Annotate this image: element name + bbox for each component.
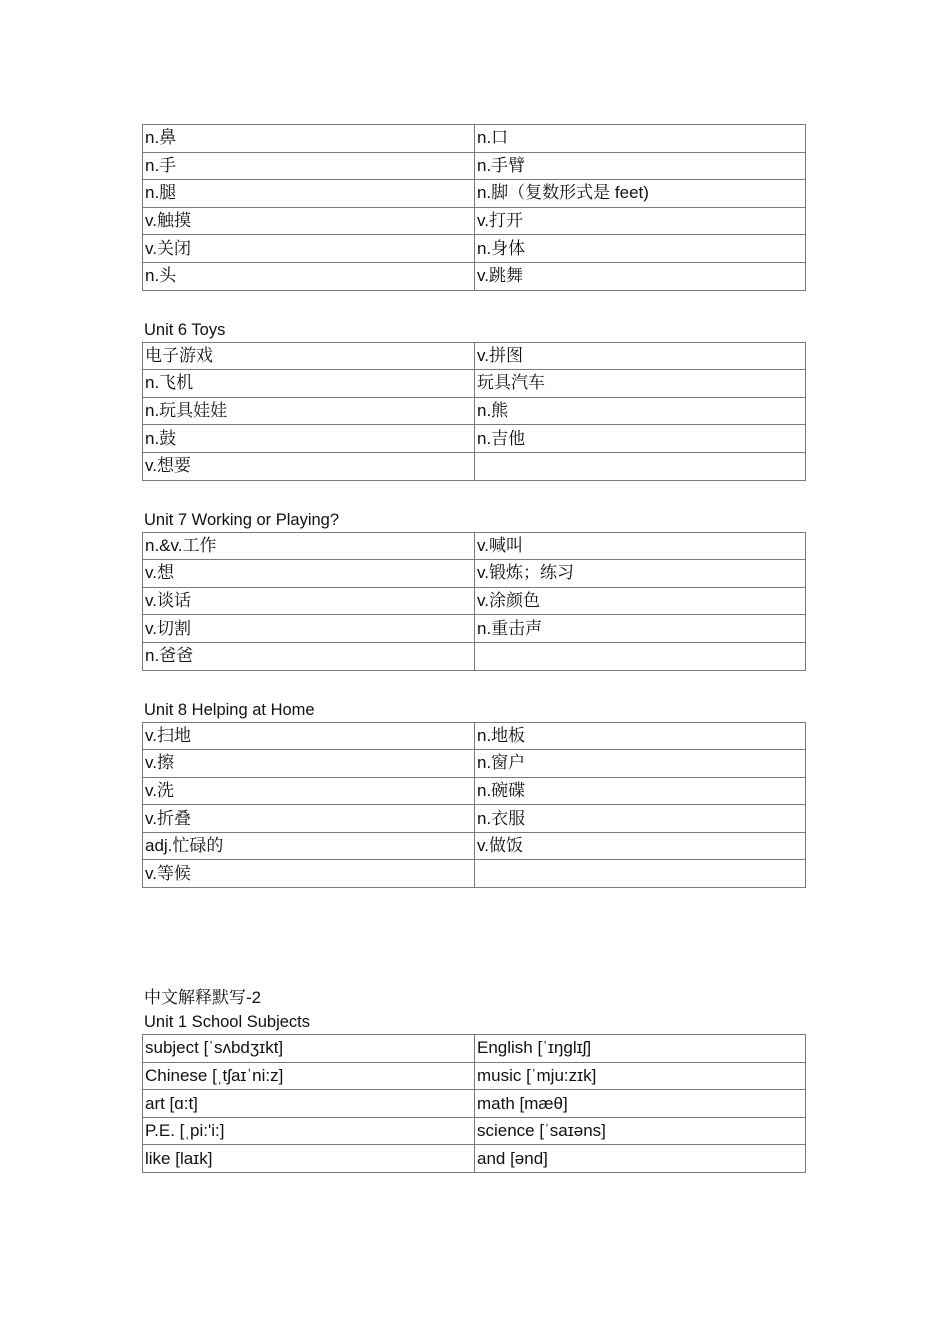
table-cell: n.窗户 xyxy=(475,750,806,778)
table-row xyxy=(143,860,806,888)
table-row xyxy=(143,180,806,208)
table-cell: v.擦 xyxy=(143,750,475,778)
table-row xyxy=(143,1062,806,1090)
table-cell: art [ɑ:t] xyxy=(143,1090,475,1118)
table-cell: n.玩具娃娃 xyxy=(143,397,475,425)
table-row xyxy=(143,397,806,425)
table-cell: v.触摸 xyxy=(143,207,475,235)
table-cell: Chinese [ˌtʃaɪˈni:z] xyxy=(143,1062,475,1090)
spacer xyxy=(142,888,806,985)
table-row xyxy=(143,1117,806,1145)
table-cell: v.等候 xyxy=(143,860,475,888)
table-row xyxy=(143,452,806,480)
unit8-heading: Unit 8 Helping at Home xyxy=(144,700,315,719)
table-row xyxy=(143,587,806,615)
table-row xyxy=(143,722,806,750)
unit8-table xyxy=(142,722,806,889)
table-row xyxy=(143,235,806,263)
table-cell: adj.忙碌的 xyxy=(143,832,475,860)
spacer xyxy=(142,291,806,318)
table-row xyxy=(143,1035,806,1063)
table-cell: n.腿 xyxy=(143,180,475,208)
table-cell: n.&v.工作 xyxy=(143,532,475,560)
table-cell: v.喊叫 xyxy=(475,532,806,560)
table-row xyxy=(143,342,806,370)
table-cell: n.熊 xyxy=(475,397,806,425)
table-row xyxy=(143,615,806,643)
unit1-heading: Unit 1 School Subjects xyxy=(144,1013,311,1032)
table-cell: n.鼓 xyxy=(143,425,475,453)
table-row xyxy=(143,1145,806,1173)
table-cell: v.跳舞 xyxy=(475,262,806,290)
table-row xyxy=(143,125,806,153)
table-cell: v.切割 xyxy=(143,615,475,643)
table-row xyxy=(143,425,806,453)
document-page xyxy=(142,124,806,1173)
table-cell: 电子游戏 xyxy=(143,342,475,370)
table-row xyxy=(143,777,806,805)
unit1-table xyxy=(142,1034,806,1173)
table-cell: n.重击声 xyxy=(475,615,806,643)
table-cell: v.拼图 xyxy=(475,342,806,370)
table-cell: n.地板 xyxy=(475,722,806,750)
table-cell: v.折叠 xyxy=(143,805,475,833)
table-cell: n.吉他 xyxy=(475,425,806,453)
table-cell xyxy=(475,860,806,888)
table-cell: n.碗碟 xyxy=(475,777,806,805)
unit7-table xyxy=(142,532,806,671)
table-cell: music [ˈmju:zɪk] xyxy=(475,1062,806,1090)
table-cell: v.做饭 xyxy=(475,832,806,860)
table-row xyxy=(143,750,806,778)
table-cell xyxy=(475,642,806,670)
table-row xyxy=(143,532,806,560)
table-cell: n.身体 xyxy=(475,235,806,263)
table-cell: v.想要 xyxy=(143,452,475,480)
table-row xyxy=(143,832,806,860)
table-cell: n.飞机 xyxy=(143,370,475,398)
unit6-table xyxy=(142,342,806,481)
table-cell: v.扫地 xyxy=(143,722,475,750)
table-cell: English [ˈɪŋglɪʃ] xyxy=(475,1035,806,1063)
table-cell: n.爸爸 xyxy=(143,642,475,670)
table-cell: n.口 xyxy=(475,125,806,153)
table-cell: n.衣服 xyxy=(475,805,806,833)
table-cell: science [ˈsaɪəns] xyxy=(475,1117,806,1145)
table-cell: v.打开 xyxy=(475,207,806,235)
part2-title: 中文解释默写-2 xyxy=(144,988,262,1008)
table-row xyxy=(143,207,806,235)
table-cell: v.谈话 xyxy=(143,587,475,615)
table-row xyxy=(143,262,806,290)
table-cell: like [laɪk] xyxy=(143,1145,475,1173)
table-cell: n.鼻 xyxy=(143,125,475,153)
unit7-heading: Unit 7 Working or Playing? xyxy=(144,510,340,529)
table-row xyxy=(143,805,806,833)
table-cell xyxy=(475,452,806,480)
table-cell: v.洗 xyxy=(143,777,475,805)
table-row xyxy=(143,152,806,180)
spacer xyxy=(142,671,806,698)
table-row xyxy=(143,1090,806,1118)
table-cell: v.锻炼；练习 xyxy=(475,560,806,588)
unit6-heading: Unit 6 Toys xyxy=(144,320,226,339)
table-row xyxy=(143,560,806,588)
table-cell: v.关闭 xyxy=(143,235,475,263)
table-row xyxy=(143,642,806,670)
table-cell: n.脚（复数形式是 feet) xyxy=(475,180,806,208)
spacer xyxy=(142,481,806,508)
table-cell: n.手臂 xyxy=(475,152,806,180)
table-cell: 玩具汽车 xyxy=(475,370,806,398)
table-cell: v.想 xyxy=(143,560,475,588)
table-cell: n.头 xyxy=(143,262,475,290)
table-cell: v.涂颜色 xyxy=(475,587,806,615)
table-cell: math [mæθ] xyxy=(475,1090,806,1118)
body-parts-table xyxy=(142,124,806,291)
table-cell: subject [ˈsʌbdʒɪkt] xyxy=(143,1035,475,1063)
table-cell: and [ənd] xyxy=(475,1145,806,1173)
table-row xyxy=(143,370,806,398)
table-cell: P.E. [ˌpi:'i:] xyxy=(143,1117,475,1145)
table-cell: n.手 xyxy=(143,152,475,180)
